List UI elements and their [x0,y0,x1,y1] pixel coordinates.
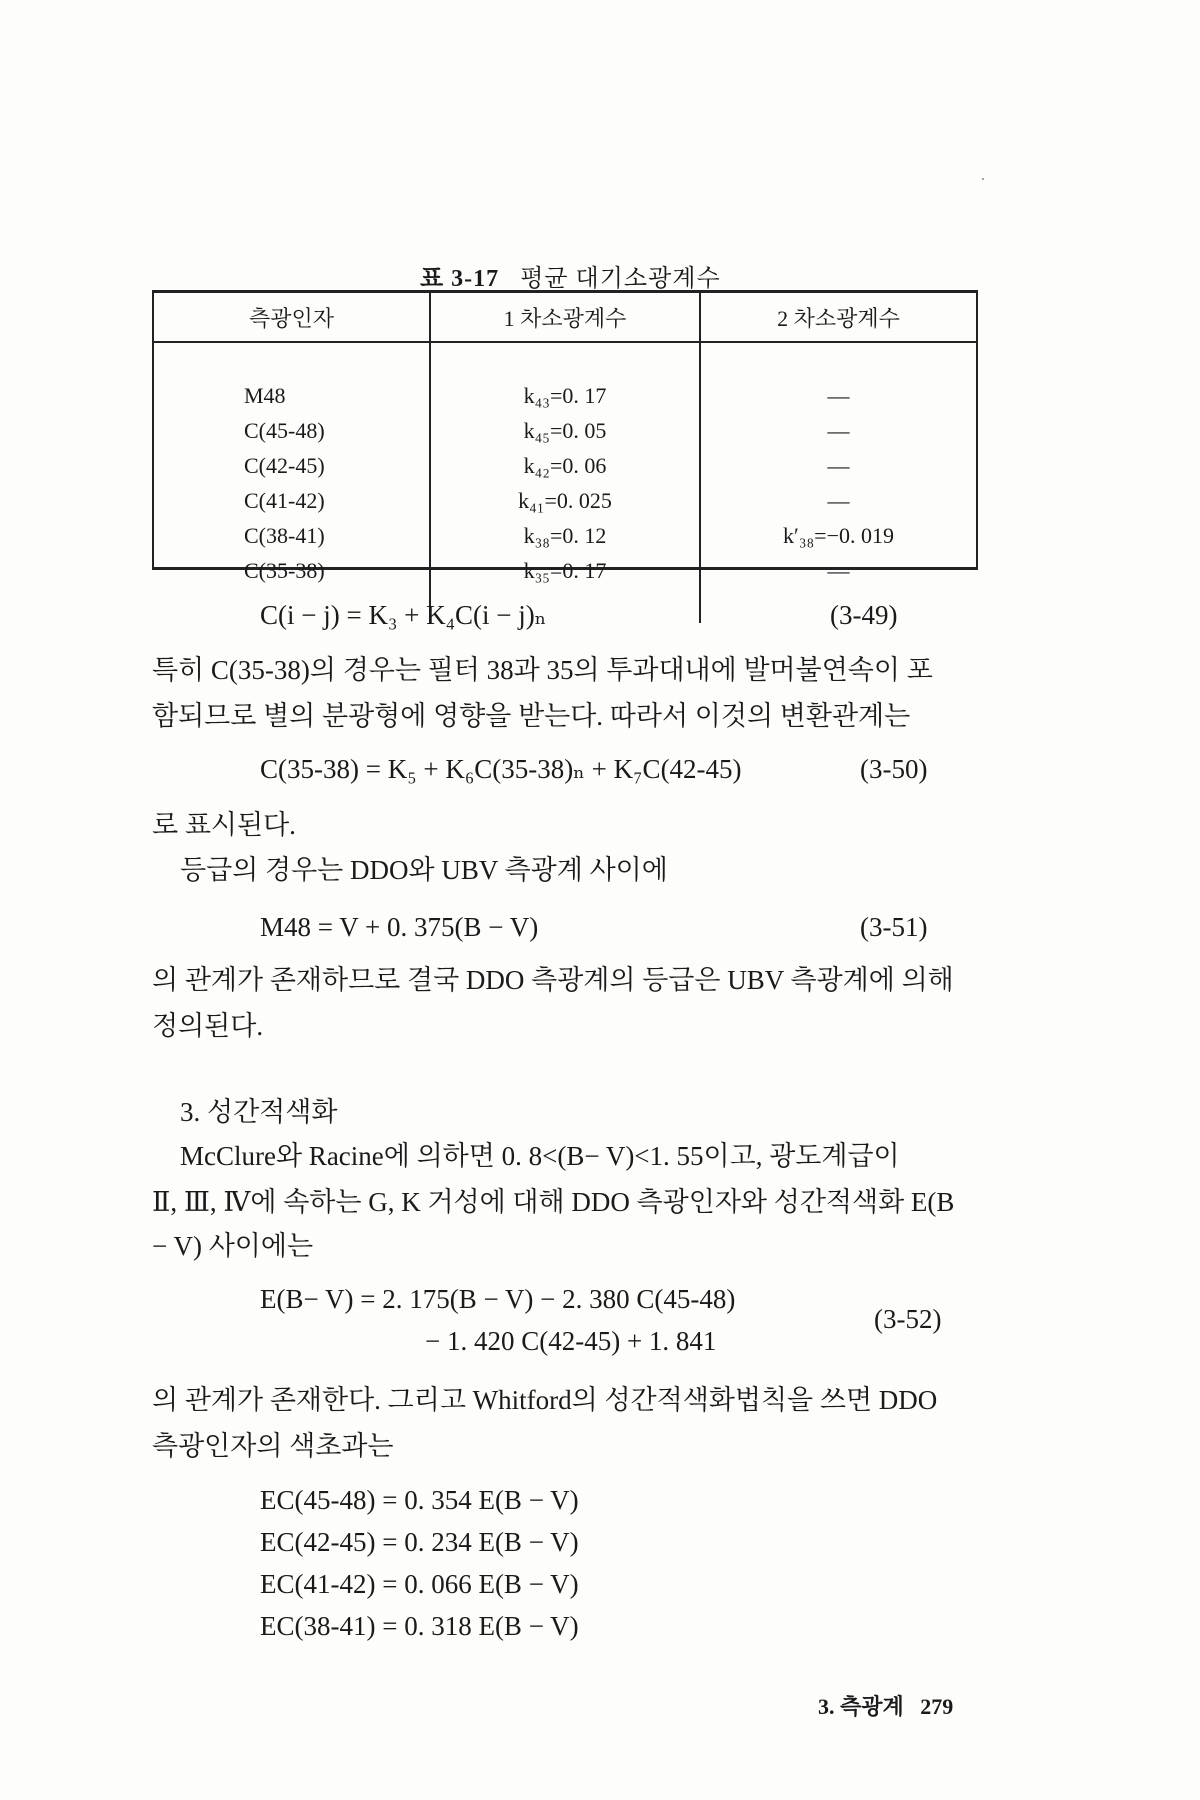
cell-first-order: k₃₈=0. 12 [430,518,700,553]
table-row [154,483,976,518]
paragraph-line: 의 관계가 존재한다. 그리고 Whitford의 성간적색화법칙을 쓰면 DDO [152,1385,938,1415]
cell-second-order: — [827,557,850,583]
paragraph-line: 특히 C(35-38)의 경우는 필터 38과 35의 투과대내에 발머불연속이 포 [152,655,933,685]
equation-number-3-51: (3-51) [860,912,928,942]
cell-factor: C(41-42) [154,483,430,518]
equation-number-3-49: (3-49) [830,600,898,630]
paragraph-line: − V) 사이에는 [152,1231,314,1261]
table-caption [420,258,721,293]
paragraph-line: 함되므로 별의 분광형에 영향을 받는다. 따라서 이것의 변환관계는 [152,701,911,731]
running-footer [818,1690,953,1721]
cell-second-order: — [827,452,850,478]
header-second-order: 2 차소광계수 [700,293,976,342]
equation-3-52-line1: E(B− V) = 2. 175(B − V) − 2. 380 C(45-48) [260,1284,736,1314]
cell-first-order: k₄₅=0. 05 [430,413,700,448]
cell-second-order: — [827,487,850,513]
equation-number-3-52: (3-52) [874,1304,942,1334]
table-caption-number: 표 3-17 [420,266,500,292]
table-caption-title: 평균 대기소광계수 [520,266,721,292]
paragraph-line: Ⅱ, Ⅲ, Ⅳ에 속하는 G, K 거성에 대해 DDO 측광인자와 성간적색화 E(B [152,1187,955,1217]
equation-3-50: C(35-38) = K₅ + K₆C(35-38)ₙ + K₇C(42-45) [260,754,742,784]
section-heading: 3. 성간적색화 [180,1097,338,1127]
cell-second-order: — [827,382,850,408]
cell-second-order: k′₃₈=−0. 019 [783,522,894,548]
cell-factor: M48 [154,378,430,413]
paragraph-line: 정의된다. [152,1011,264,1041]
scan-speck [982,178,984,180]
header-first-order: 1 차소광계수 [430,293,700,342]
paragraph-line: McClure와 Racine에 의하면 0. 8<(B− V)<1. 55이고, 광도계급이 [180,1141,900,1171]
extinction-table [152,290,978,583]
cell-first-order: k₄₂=0. 06 [430,448,700,483]
cell-factor: C(38-41) [154,518,430,553]
table-row [154,378,976,413]
cell-factor: C(45-48) [154,413,430,448]
paragraph-line: 측광인자의 색초과는 [152,1431,394,1461]
equation-3-51: M48 = V + 0. 375(B − V) [260,912,539,942]
table-row [154,448,976,483]
cell-first-order: k₄₁=0. 025 [430,483,700,518]
paragraph-line: 의 관계가 존재하므로 결국 DDO 측광계의 등급은 UBV 측광계에 의해 [152,965,954,995]
cell-first-order: k₃₅=0. 17 [430,553,700,588]
color-excess-equation: EC(38-41) = 0. 318 E(B − V) [260,1611,579,1641]
table-row [154,413,976,448]
color-excess-equation: EC(42-45) = 0. 234 E(B − V) [260,1527,579,1557]
color-excess-equation: EC(45-48) = 0. 354 E(B − V) [260,1485,579,1515]
equation-number-3-50: (3-50) [860,754,928,784]
header-factor: 측광인자 [154,293,430,342]
paragraph-line: 등급의 경우는 DDO와 UBV 측광계 사이에 [180,855,668,885]
color-excess-equation: EC(41-42) = 0. 066 E(B − V) [260,1569,579,1599]
page-number: 279 [920,1694,954,1719]
cell-factor: C(42-45) [154,448,430,483]
equation-3-52-line2: − 1. 420 C(42-45) + 1. 841 [425,1326,717,1356]
table-row [154,553,976,588]
footer-chapter: 3. 측광계 [818,1694,904,1719]
cell-second-order: — [827,417,850,443]
paragraph-line: 로 표시된다. [152,810,296,840]
cell-factor: C(35-38) [154,553,430,588]
cell-first-order: k₄₃=0. 17 [430,378,700,413]
equation-3-49: C(i − j) = K₃ + K₄C(i − j)ₙ [260,600,547,630]
table-row [154,518,976,553]
